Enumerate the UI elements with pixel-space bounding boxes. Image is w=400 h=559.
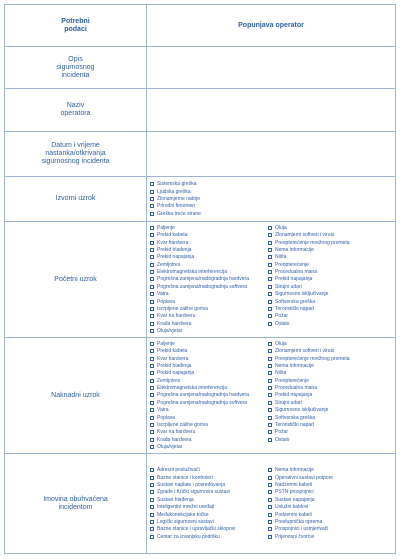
checkbox-label: Sistemska greška: [157, 181, 197, 188]
pocetni-left-option[interactable]: [150, 224, 268, 231]
checkbox[interactable]: [150, 408, 154, 412]
checkbox[interactable]: [150, 342, 154, 346]
checkbox-label: Međukonekcijske točke: [157, 511, 209, 518]
checkbox[interactable]: [150, 468, 154, 472]
checkbox[interactable]: [268, 438, 272, 442]
checkbox-label: Oluja: [275, 340, 287, 347]
pocetni-right-option[interactable]: [268, 254, 391, 261]
checkbox[interactable]: [150, 248, 154, 252]
checkbox[interactable]: [150, 379, 154, 383]
checkbox-label: Ništa: [275, 254, 287, 261]
pocetni-right-option[interactable]: [268, 246, 391, 253]
pocetni-options: [147, 222, 396, 338]
label-naknadni: Naknadni uzrok: [5, 338, 147, 454]
naknadni-left-option[interactable]: [150, 429, 268, 436]
checkbox-label: Procedualna mana: [275, 385, 317, 392]
checkbox[interactable]: [268, 483, 272, 487]
pocetni-right-option[interactable]: [268, 298, 391, 305]
checkbox-label: Oluja/vjetar: [157, 444, 183, 451]
naknadni-left-option[interactable]: [150, 377, 268, 384]
naknadni-right-option[interactable]: [268, 347, 391, 354]
checkbox-label: PSTN prospojnici: [275, 489, 314, 496]
izvorni-options: [147, 177, 396, 222]
checkbox[interactable]: [268, 498, 272, 502]
checkbox[interactable]: [268, 490, 272, 494]
checkbox[interactable]: [268, 371, 272, 375]
naknadni-right-option[interactable]: [268, 362, 391, 369]
checkbox-label: Bazne stanice i upravljački sklopovi: [157, 526, 236, 533]
checkbox-label: Krađa hardvera: [157, 436, 192, 443]
checkbox[interactable]: [150, 300, 154, 304]
naknadni-left-option[interactable]: [150, 340, 268, 347]
imovina-left-option[interactable]: [150, 467, 268, 474]
checkbox-label: Prestupnička oprema: [275, 518, 323, 525]
checkbox-label: Zlonamjerni softveri i virusi: [275, 232, 335, 239]
checkbox-label: Elektromagnetska interferencija: [157, 385, 228, 392]
checkbox-label: Sigurnosno isključivanje: [275, 291, 329, 298]
checkbox[interactable]: [150, 476, 154, 480]
checkbox[interactable]: [268, 307, 272, 311]
pocetni-left-option[interactable]: [150, 298, 268, 305]
pocetni-right-option[interactable]: [268, 239, 391, 246]
checkbox-label: Nema informacije: [275, 246, 314, 253]
imovina-right-option[interactable]: [268, 511, 391, 518]
checkbox-label: Oluja/vjetar: [157, 328, 183, 335]
pocetni-left-option[interactable]: [150, 291, 268, 298]
pocetni-left-option[interactable]: [150, 320, 268, 327]
checkbox-label: Pogrešna zamjena/nadogradnja softvera: [157, 283, 248, 290]
checkbox-label: Iscrpljene zalihe goriva: [157, 306, 208, 313]
checkbox-label: Ostalo: [275, 436, 290, 443]
checkbox[interactable]: [268, 349, 272, 353]
checkbox[interactable]: [150, 498, 154, 502]
checkbox[interactable]: [268, 241, 272, 245]
checkbox[interactable]: [268, 505, 272, 509]
pocetni-left-option[interactable]: [150, 246, 268, 253]
header-right-label: Popunjava operator: [147, 5, 396, 47]
pocetni-left-option[interactable]: [150, 261, 268, 268]
izvorni-option[interactable]: [150, 203, 391, 210]
pocetni-left-option[interactable]: [150, 313, 268, 320]
checkbox-label: Pogrešna zamjena/nadogradnja softvera: [157, 399, 248, 406]
pocetni-right-option[interactable]: [268, 231, 391, 238]
checkbox-label: Uslužni kablovi: [275, 504, 309, 511]
checkbox[interactable]: [150, 483, 154, 487]
checkbox-label: Sustavi napajanja: [275, 496, 315, 503]
naknadni-left-option[interactable]: [150, 370, 268, 377]
imovina-left-option[interactable]: [150, 511, 268, 518]
header-left-label: Potrebni podaci: [5, 5, 147, 47]
checkbox[interactable]: [150, 505, 154, 509]
checkbox[interactable]: [150, 430, 154, 434]
imovina-right-option[interactable]: [268, 533, 391, 540]
naknadni-right-option[interactable]: [268, 377, 391, 384]
checkbox-label: Softverska greška: [275, 298, 316, 305]
naknadni-right-option[interactable]: [268, 392, 391, 399]
pocetni-left-option[interactable]: [150, 283, 268, 290]
checkbox-label: Prekid napajanja: [157, 370, 195, 377]
checkbox-label: Pogrešna zamjena/nadogradnja hardvera: [157, 392, 250, 399]
checkbox-label: Nadzemni kabeli: [275, 482, 312, 489]
naknadni-right-option[interactable]: [268, 370, 391, 377]
row-imovina: [5, 454, 396, 554]
checkbox-label: Nema informacije: [275, 467, 314, 474]
checkbox[interactable]: [268, 401, 272, 405]
pocetni-left-option[interactable]: [150, 305, 268, 312]
checkbox-label: Inteligentni mrežni uređaji: [157, 504, 214, 511]
checkbox-label: Prekid kabela: [157, 232, 188, 239]
checkbox[interactable]: [150, 349, 154, 353]
checkbox[interactable]: [268, 393, 272, 397]
input-datum[interactable]: [147, 132, 396, 177]
checkbox-label: Kvar hardvera: [157, 239, 189, 246]
naknadni-left-option[interactable]: [150, 362, 268, 369]
header-row: [5, 5, 396, 47]
checkbox-label: Kvar hardvera: [157, 355, 189, 362]
imovina-left-option[interactable]: [150, 504, 268, 511]
pocetni-right-option[interactable]: [268, 291, 391, 298]
pocetni-left-option[interactable]: [150, 268, 268, 275]
checkbox-label: Prekid hlađenja: [157, 246, 192, 253]
naknadni-left-option[interactable]: [150, 421, 268, 428]
checkbox-label: Zemljotres: [157, 261, 181, 268]
checkbox-label: Sustavi naplate i posredovanja: [157, 482, 226, 489]
checkbox-label: Vatra: [157, 407, 169, 414]
checkbox[interactable]: [268, 300, 272, 304]
checkbox[interactable]: [150, 197, 154, 201]
checkbox-label: Softverska greška: [275, 414, 316, 421]
imovina-right-option[interactable]: [268, 496, 391, 503]
checkbox[interactable]: [268, 248, 272, 252]
checkbox[interactable]: [268, 476, 272, 480]
checkbox-label: Teroristički napad: [275, 422, 314, 429]
pocetni-left-option[interactable]: [150, 254, 268, 261]
checkbox-label: Krađa hardvera: [157, 320, 192, 327]
label-opis: Opis sigurnosnog incidenta: [5, 47, 147, 89]
naknadni-left-option[interactable]: [150, 414, 268, 421]
checkbox-label: Prospojnici i usmjerivači: [275, 526, 329, 533]
pocetni-right-option[interactable]: [268, 283, 391, 290]
checkbox[interactable]: [268, 255, 272, 259]
checkbox[interactable]: [268, 357, 272, 361]
checkbox[interactable]: [268, 520, 272, 524]
checkbox[interactable]: [150, 490, 154, 494]
pocetni-right-option[interactable]: [268, 305, 391, 312]
checkbox[interactable]: [150, 226, 154, 230]
checkbox[interactable]: [150, 401, 154, 405]
checkbox[interactable]: [268, 423, 272, 427]
checkbox[interactable]: [150, 182, 154, 186]
imovina-right-option[interactable]: [268, 481, 391, 488]
checkbox[interactable]: [150, 438, 154, 442]
checkbox-label: Poplava: [157, 298, 176, 305]
checkbox[interactable]: [150, 322, 154, 326]
naknadni-right-option[interactable]: [268, 414, 391, 421]
checkbox-label: Požar: [275, 313, 289, 320]
imovina-right-option[interactable]: [268, 474, 391, 481]
checkbox[interactable]: [150, 520, 154, 524]
checkbox-label: Zgrade i fizički sigurnosni sustavi: [157, 489, 231, 496]
checkbox[interactable]: [150, 416, 154, 420]
naknadni-left-option[interactable]: [150, 355, 268, 362]
naknadni-left-option[interactable]: [150, 436, 268, 443]
row-izvorni: [5, 177, 396, 222]
checkbox[interactable]: [268, 342, 272, 346]
checkbox[interactable]: [150, 263, 154, 267]
imovina-left-option[interactable]: [150, 481, 268, 488]
checkbox[interactable]: [268, 527, 272, 531]
checkbox-label: Prekid napajanja: [157, 254, 195, 261]
checkbox-label: Podzemni kabeli: [275, 511, 312, 518]
checkbox[interactable]: [150, 423, 154, 427]
checkbox-label: Preopterećenje: [275, 377, 309, 384]
checkbox[interactable]: [268, 379, 272, 383]
checkbox-label: Poplava: [157, 414, 176, 421]
checkbox[interactable]: [268, 416, 272, 420]
checkbox-label: Zemljotres: [157, 377, 181, 384]
pocetni-right-option[interactable]: [268, 276, 391, 283]
checkbox-label: Preopterećenje mrežnog prometa: [275, 239, 350, 246]
input-opis[interactable]: [147, 47, 396, 89]
checkbox[interactable]: [268, 468, 272, 472]
imovina-left-option[interactable]: [150, 533, 268, 540]
checkbox[interactable]: [268, 513, 272, 517]
checkbox-label: Požar: [275, 429, 289, 436]
checkbox[interactable]: [268, 292, 272, 296]
checkbox-label: Bazne stanice i kontroleri: [157, 474, 213, 481]
checkbox-label: Kvar na hardveru: [157, 429, 196, 436]
checkbox[interactable]: [268, 408, 272, 412]
checkbox[interactable]: [150, 190, 154, 194]
row-naknadni: [5, 338, 396, 454]
checkbox-label: Logički sigurnosni sustavi: [157, 518, 214, 525]
checkbox-label: Prirodni fenomen: [157, 203, 196, 210]
checkbox-label: Paljenje: [157, 340, 175, 347]
checkbox[interactable]: [268, 263, 272, 267]
checkbox[interactable]: [150, 241, 154, 245]
incident-report-form: [4, 4, 396, 554]
checkbox[interactable]: [150, 270, 154, 274]
izvorni-option[interactable]: [150, 188, 391, 195]
naknadni-right-option[interactable]: [268, 340, 391, 347]
checkbox-label: Nema informacije: [275, 362, 314, 369]
izvorni-option[interactable]: [150, 210, 391, 217]
naknadni-left-option[interactable]: [150, 392, 268, 399]
checkbox[interactable]: [150, 535, 154, 539]
naknadni-right-option[interactable]: [268, 399, 391, 406]
checkbox[interactable]: [268, 270, 272, 274]
naknadni-left-option[interactable]: [150, 384, 268, 391]
checkbox-label: Preopterećenje mrežnog prometa: [275, 355, 350, 362]
checkbox-label: Procedualna mana: [275, 269, 317, 276]
checkbox-label: Ljudska greška: [157, 188, 191, 195]
checkbox-label: Oluja: [275, 224, 287, 231]
imovina-left-option[interactable]: [150, 526, 268, 533]
checkbox[interactable]: [150, 255, 154, 259]
checkbox[interactable]: [268, 285, 272, 289]
pocetni-left-option[interactable]: [150, 276, 268, 283]
naknadni-right-option[interactable]: [268, 429, 391, 436]
checkbox-label: Kvar na hardveru: [157, 313, 196, 320]
checkbox[interactable]: [150, 314, 154, 318]
imovina-right-option[interactable]: [268, 467, 391, 474]
naknadni-right-option[interactable]: [268, 355, 391, 362]
pocetni-right-option[interactable]: [268, 224, 391, 231]
checkbox-label: Vatra: [157, 291, 169, 298]
checkbox-label: Operativni sustavi potpore: [275, 474, 334, 481]
row-naziv: [5, 89, 396, 132]
imovina-left-option[interactable]: [150, 518, 268, 525]
imovina-right-option[interactable]: [268, 504, 391, 511]
checkbox[interactable]: [150, 233, 154, 237]
row-pocetni: [5, 222, 396, 338]
checkbox[interactable]: [150, 371, 154, 375]
naknadni-left-option[interactable]: [150, 399, 268, 406]
checkbox[interactable]: [150, 386, 154, 390]
checkbox-label: Paljenje: [157, 224, 175, 231]
checkbox-label: Strujni udari: [275, 283, 302, 290]
pocetni-right-option[interactable]: [268, 268, 391, 275]
row-opis: [5, 47, 396, 89]
checkbox[interactable]: [268, 386, 272, 390]
checkbox-label: Teroristički napad: [275, 306, 314, 313]
naknadni-right-option[interactable]: [268, 421, 391, 428]
izvorni-option[interactable]: [150, 181, 391, 188]
label-imovina: Imovina obuhvaćena incidentom: [5, 454, 147, 554]
checkbox-label: Centar za izvanjsku podršku: [157, 533, 220, 540]
imovina-left-option[interactable]: [150, 489, 268, 496]
checkbox-label: Elektromagnetska interferencija: [157, 269, 228, 276]
checkbox-label: Prekid napajanja: [275, 392, 313, 399]
checkbox-label: Iscrpljene zalihe goriva: [157, 422, 208, 429]
imovina-left-option[interactable]: [150, 474, 268, 481]
checkbox[interactable]: [150, 277, 154, 281]
row-datum: [5, 132, 396, 177]
checkbox[interactable]: [150, 393, 154, 397]
imovina-options: [147, 454, 396, 554]
imovina-right-option[interactable]: [268, 518, 391, 525]
checkbox[interactable]: [268, 233, 272, 237]
checkbox-label: Pogrešna zamjena/nadogradnja hardvera: [157, 276, 250, 283]
checkbox-label: Prekid hlađenja: [157, 362, 192, 369]
checkbox[interactable]: [150, 212, 154, 216]
naknadni-left-option[interactable]: [150, 407, 268, 414]
naknadni-right-option[interactable]: [268, 407, 391, 414]
checkbox-label: Zlonamjerne radnje: [157, 195, 201, 202]
checkbox[interactable]: [268, 430, 272, 434]
checkbox-label: Ostalo: [275, 320, 290, 327]
imovina-right-option[interactable]: [268, 489, 391, 496]
checkbox[interactable]: [268, 322, 272, 326]
izvorni-option[interactable]: [150, 195, 391, 202]
label-datum: Datum i vrijeme nastanka/otkrivanja sigurnosnog incidenta: [5, 132, 147, 177]
pocetni-left-option[interactable]: [150, 328, 268, 335]
checkbox[interactable]: [268, 314, 272, 318]
pocetni-left-option[interactable]: [150, 231, 268, 238]
pocetni-left-option[interactable]: [150, 239, 268, 246]
checkbox[interactable]: [150, 513, 154, 517]
checkbox-label: Ništa: [275, 370, 287, 377]
checkbox[interactable]: [268, 364, 272, 368]
checkbox[interactable]: [150, 445, 154, 449]
checkbox[interactable]: [150, 357, 154, 361]
checkbox-label: Sigurnosno isključivanje: [275, 407, 329, 414]
checkbox-label: Preopterećenje: [275, 261, 309, 268]
checkbox-label: Adresni posluživači: [157, 467, 200, 474]
checkbox[interactable]: [268, 226, 272, 230]
label-pocetni: Početni uzrok: [5, 222, 147, 338]
checkbox[interactable]: [150, 204, 154, 208]
checkbox-label: Prijenosni čvorovi: [275, 533, 315, 540]
checkbox[interactable]: [150, 329, 154, 333]
naknadni-left-option[interactable]: [150, 347, 268, 354]
imovina-left-option[interactable]: [150, 496, 268, 503]
checkbox[interactable]: [150, 292, 154, 296]
checkbox-label: Strujni udari: [275, 399, 302, 406]
naknadni-left-option[interactable]: [150, 444, 268, 451]
checkbox[interactable]: [268, 535, 272, 539]
naknadni-options: [147, 338, 396, 454]
checkbox-label: Greška treće strane: [157, 210, 201, 217]
input-naziv[interactable]: [147, 89, 396, 132]
checkbox[interactable]: [150, 307, 154, 311]
pocetni-right-option[interactable]: [268, 313, 391, 320]
naknadni-right-option[interactable]: [268, 436, 391, 443]
checkbox[interactable]: [268, 277, 272, 281]
checkbox-label: Zlonamjerni softveri i virusi: [275, 348, 335, 355]
label-naziv: Naziv operatora: [5, 89, 147, 132]
checkbox[interactable]: [150, 285, 154, 289]
checkbox-label: Prekid kabela: [157, 348, 188, 355]
imovina-right-option[interactable]: [268, 526, 391, 533]
pocetni-right-option[interactable]: [268, 261, 391, 268]
naknadni-right-option[interactable]: [268, 384, 391, 391]
pocetni-right-option[interactable]: [268, 320, 391, 327]
checkbox[interactable]: [150, 527, 154, 531]
label-izvorni: Izvorni uzrok: [5, 177, 147, 222]
checkbox-label: Prekid napajanja: [275, 276, 313, 283]
checkbox[interactable]: [150, 364, 154, 368]
checkbox-label: Sustavi hlađenja: [157, 496, 194, 503]
